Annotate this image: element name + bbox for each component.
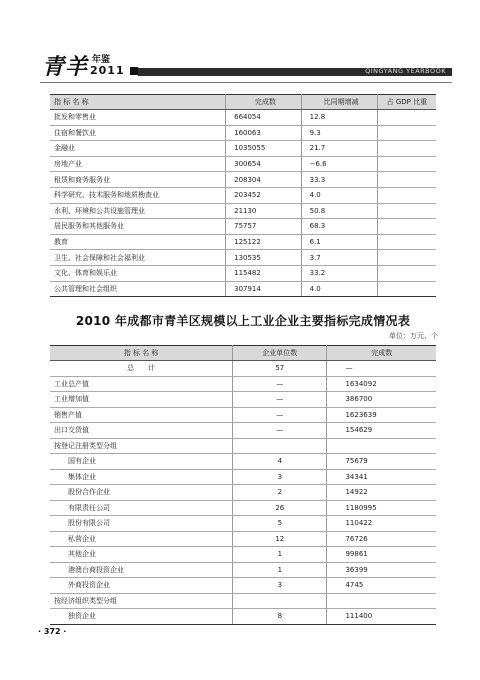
- table2-unit: 单位：万元、个: [389, 332, 438, 340]
- table-row: [50, 265, 436, 281]
- page-number: · 372 ·: [38, 627, 67, 636]
- cell-value: 4745: [327, 578, 436, 594]
- cell-value: 203452: [226, 187, 302, 203]
- cell-value: 125122: [226, 234, 302, 250]
- logo-text: 青羊: [42, 54, 89, 80]
- table-row: [50, 547, 436, 563]
- table-row: [50, 438, 436, 454]
- cell-count: —: [233, 376, 327, 392]
- page-header: [40, 48, 452, 88]
- cell-change: 68.3: [301, 219, 377, 235]
- cell-name: 批发和零售业: [50, 110, 226, 126]
- cell-name: 港澳台商投资企业: [50, 562, 233, 578]
- cell-value: 75757: [226, 219, 302, 235]
- cell-name: 独资企业: [50, 609, 233, 625]
- column-header-count: 企业单位数: [233, 346, 327, 361]
- column-header-value: 完成数: [226, 95, 302, 110]
- table-row: [50, 454, 436, 470]
- header-bar-text: QINGYANG YEARBOOK: [365, 67, 446, 75]
- table-row: [50, 469, 436, 485]
- cell-value: 1623639: [327, 407, 436, 423]
- column-header-value: 完成数: [327, 346, 436, 361]
- cell-count: 4: [233, 454, 327, 470]
- cell-value: 36399: [327, 562, 436, 578]
- cell-gdp: [377, 281, 436, 297]
- table-row: [50, 485, 436, 501]
- cell-value: 664054: [226, 110, 302, 126]
- cell-count: 8: [233, 609, 327, 625]
- cell-change: −6.6: [301, 156, 377, 172]
- cell-value: 1035055: [226, 141, 302, 157]
- table-row: [50, 250, 436, 266]
- cell-name: 租赁和商务服务业: [50, 172, 226, 188]
- header-rule: [40, 82, 452, 83]
- cell-count: 57: [233, 361, 327, 377]
- industrial-enterprise-table: [50, 345, 436, 625]
- cell-gdp: [377, 265, 436, 281]
- logo-square: [130, 67, 138, 75]
- table-row: [50, 392, 436, 408]
- cell-name: 出口交货值: [50, 423, 233, 439]
- cell-gdp: [377, 141, 436, 157]
- cell-name: 集体企业: [50, 469, 233, 485]
- cell-count: 12: [233, 531, 327, 547]
- cell-value: 160063: [226, 125, 302, 141]
- column-header-gdp: 占 GDP 比重: [377, 95, 436, 110]
- table-row: [50, 156, 436, 172]
- cell-value: [327, 438, 436, 454]
- cell-value: 115482: [226, 265, 302, 281]
- cell-name: 房地产业: [50, 156, 226, 172]
- cell-value: 21130: [226, 203, 302, 219]
- cell-value: 208304: [226, 172, 302, 188]
- cell-name: 工业总产值: [50, 376, 233, 392]
- cell-name: 私营企业: [50, 531, 233, 547]
- logo-small-text: 年鉴: [92, 55, 111, 65]
- table-row: [50, 203, 436, 219]
- cell-count: 26: [233, 500, 327, 516]
- cell-change: 33.3: [301, 172, 377, 188]
- cell-value: 300654: [226, 156, 302, 172]
- table-row: [50, 125, 436, 141]
- cell-value: 75679: [327, 454, 436, 470]
- cell-name: 按登记注册类型分组: [50, 438, 233, 454]
- cell-value: 307914: [226, 281, 302, 297]
- cell-count: 1: [233, 562, 327, 578]
- table-row: [50, 516, 436, 532]
- table-row: [50, 609, 436, 625]
- cell-name: 金融业: [50, 141, 226, 157]
- cell-value: 76726: [327, 531, 436, 547]
- cell-name: 总 计: [50, 361, 233, 377]
- cell-value: 154629: [327, 423, 436, 439]
- cell-change: 6.1: [301, 234, 377, 250]
- cell-name: 按经济组织类型分组: [50, 593, 233, 609]
- table-row: [50, 578, 436, 594]
- table-row: [50, 407, 436, 423]
- table-row: [50, 423, 436, 439]
- cell-gdp: [377, 219, 436, 235]
- cell-gdp: [377, 187, 436, 203]
- table-row: [50, 562, 436, 578]
- cell-value: 130535: [226, 250, 302, 266]
- cell-count: —: [233, 407, 327, 423]
- cell-value: 14922: [327, 485, 436, 501]
- cell-change: 33.2: [301, 265, 377, 281]
- cell-change: 21.7: [301, 141, 377, 157]
- cell-change: 4.0: [301, 281, 377, 297]
- table-row: [50, 219, 436, 235]
- cell-gdp: [377, 203, 436, 219]
- cell-value: [327, 593, 436, 609]
- cell-name: 股份合作企业: [50, 485, 233, 501]
- cell-gdp: [377, 250, 436, 266]
- cell-name: 文化、体育和娱乐业: [50, 265, 226, 281]
- cell-name: 住宿和餐饮业: [50, 125, 226, 141]
- cell-change: 9.3: [301, 125, 377, 141]
- column-header-name: 指 标 名 称: [50, 95, 226, 110]
- table-row: [50, 531, 436, 547]
- table-header-row: [50, 95, 436, 110]
- cell-change: 50.8: [301, 203, 377, 219]
- industry-table: [50, 94, 436, 297]
- cell-value: 1180995: [327, 500, 436, 516]
- cell-name: 居民服务和其他服务业: [50, 219, 226, 235]
- cell-value: 99861: [327, 547, 436, 563]
- table-row: [50, 593, 436, 609]
- table-row: [50, 281, 436, 297]
- cell-name: 科学研究、技术服务和地质勘查业: [50, 187, 226, 203]
- cell-gdp: [377, 234, 436, 250]
- cell-count: 3: [233, 469, 327, 485]
- cell-count: 1: [233, 547, 327, 563]
- cell-name: 有限责任公司: [50, 500, 233, 516]
- cell-value: 111400: [327, 609, 436, 625]
- column-header-name: 指 标 名 称: [50, 346, 233, 361]
- cell-gdp: [377, 125, 436, 141]
- cell-value: 1634092: [327, 376, 436, 392]
- cell-name: 销售产值: [50, 407, 233, 423]
- cell-change: 4.0: [301, 187, 377, 203]
- cell-name: 其他企业: [50, 547, 233, 563]
- cell-count: 2: [233, 485, 327, 501]
- cell-count: [233, 593, 327, 609]
- table-row: [50, 141, 436, 157]
- table-row: [50, 361, 436, 377]
- cell-name: 卫生、社会保障和社会福利业: [50, 250, 226, 266]
- cell-name: 公共管理和社会组织: [50, 281, 226, 297]
- cell-count: 3: [233, 578, 327, 594]
- table-header-row: [50, 346, 436, 361]
- cell-value: —: [327, 361, 436, 377]
- cell-value: 386700: [327, 392, 436, 408]
- cell-name: 教育: [50, 234, 226, 250]
- cell-value: 110422: [327, 516, 436, 532]
- cell-gdp: [377, 110, 436, 126]
- cell-count: —: [233, 392, 327, 408]
- cell-value: 34341: [327, 469, 436, 485]
- table2-title: 2010 年成都市青羊区规模以上工业企业主要指标完成情况表: [75, 314, 411, 328]
- cell-gdp: [377, 172, 436, 188]
- table-row: [50, 376, 436, 392]
- cell-change: 3.7: [301, 250, 377, 266]
- cell-count: 5: [233, 516, 327, 532]
- table-row: [50, 172, 436, 188]
- table-row: [50, 500, 436, 516]
- cell-gdp: [377, 156, 436, 172]
- table-row: [50, 234, 436, 250]
- cell-change: 12.8: [301, 110, 377, 126]
- cell-name: 水利、环境和公共设施管理业: [50, 203, 226, 219]
- cell-name: 股份有限公司: [50, 516, 233, 532]
- cell-name: 工业增加值: [50, 392, 233, 408]
- header-bar: [138, 68, 452, 76]
- table-row: [50, 110, 436, 126]
- yearbook-logo: [42, 48, 142, 82]
- logo-year: 2011: [90, 64, 125, 77]
- cell-name: 国有企业: [50, 454, 233, 470]
- table-row: [50, 187, 436, 203]
- cell-count: [233, 438, 327, 454]
- cell-name: 外商投资企业: [50, 578, 233, 594]
- column-header-change: 比同期增减: [301, 95, 377, 110]
- cell-count: —: [233, 423, 327, 439]
